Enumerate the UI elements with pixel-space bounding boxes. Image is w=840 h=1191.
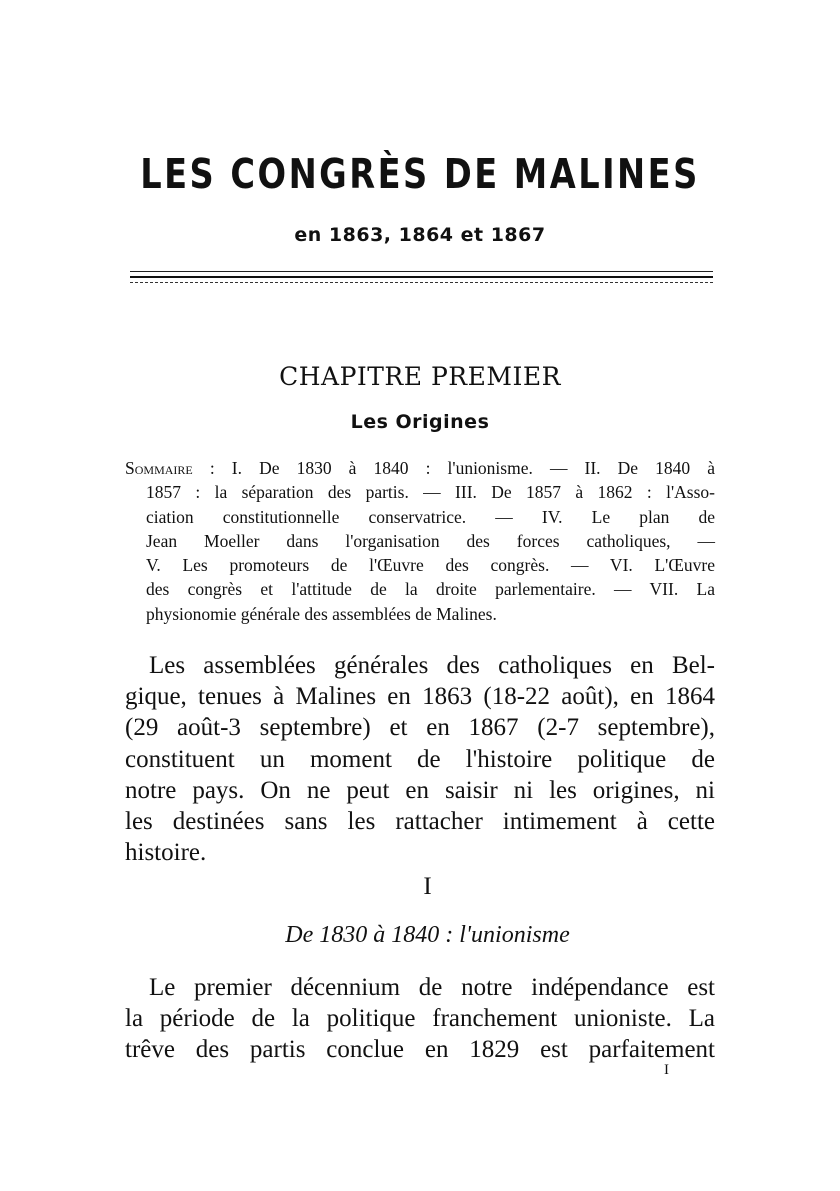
summary-line: V. Les promoteurs de l'Œuvre des congrès. — VI. L'Œuvre	[146, 555, 715, 576]
paragraph-line: gique, tenues à Malines en 1863 (18-22 août), en 1864	[125, 683, 715, 711]
paragraph-line: Le premier décennium de notre indépendance est	[149, 974, 715, 1001]
paragraph-line: constituent un moment de l'histoire politique de	[125, 745, 715, 773]
summary-line: physionomie générale des assemblées de Malines.	[146, 603, 497, 624]
summary-line: Jean Moeller dans l'organisation des forces catholiques, —	[146, 530, 715, 551]
page-subtitle: en 1863, 1864 et 1867	[294, 224, 546, 246]
paragraph-line: la période de la politique franchement unioniste. La	[125, 1005, 715, 1033]
paragraph-line: (29 août-3 septembre) et en 1867 (2-7 septembre),	[125, 714, 715, 742]
summary-label: Sommaire	[125, 458, 193, 478]
title-rule-top	[130, 271, 713, 272]
section-title: De 1830 à 1840 : l'unionisme	[285, 922, 570, 948]
page-number: I	[664, 1062, 669, 1078]
page-title: LES CONGRÈS DE MALINES	[140, 150, 700, 198]
title-rule-bottom	[130, 282, 713, 283]
summary-line-text: : I. De 1830 à 1840 : l'unionisme. — II. De 1840 à	[192, 458, 715, 478]
summary-block	[125, 456, 715, 626]
chapter-subheading: Les Origines	[350, 411, 490, 433]
paragraph-intro	[125, 650, 715, 868]
paragraph-line: histoire.	[125, 839, 207, 867]
title-rule-middle	[130, 276, 713, 278]
paragraph-line: Les assemblées générales des catholiques en Bel-	[149, 652, 715, 679]
summary-line	[125, 456, 715, 480]
summary-line: ciation constitutionnelle conservatrice. — IV. Le plan de	[146, 506, 715, 527]
summary-line: des congrès et l'attitude de la droite parlementaire. — VII. La	[146, 579, 715, 600]
paragraph-line: les destinées sans les rattacher intimement à cette	[125, 808, 715, 836]
paragraph-line: notre pays. On ne peut en saisir ni les origines, ni	[125, 776, 715, 804]
section-number: I	[423, 873, 432, 900]
chapter-heading: CHAPITRE PREMIER	[279, 362, 561, 391]
summary-line: 1857 : la séparation des partis. — III. De 1857 à 1862 : l'Asso-	[146, 482, 715, 503]
paragraph-section-one	[125, 972, 715, 1066]
paragraph-line: trêve des partis conclue en 1829 est parfaitement	[125, 1036, 715, 1064]
